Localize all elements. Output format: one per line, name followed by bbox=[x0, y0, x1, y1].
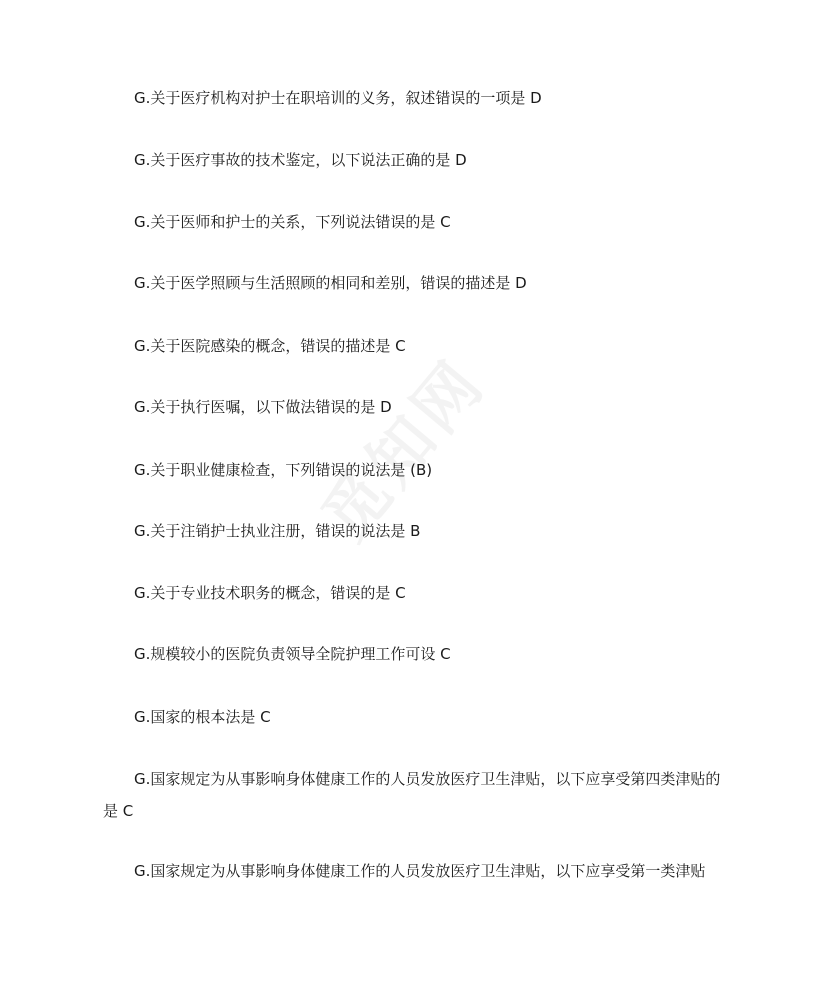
question-line-9: G.关于专业技术职务的概念，错误的是 C bbox=[134, 584, 406, 602]
question-line-7: G.关于职业健康检查，下列错误的说法是 (B) bbox=[134, 461, 433, 479]
question-line-2: G.关于医疗事故的技术鉴定，以下说法正确的是 D bbox=[134, 151, 467, 169]
question-line-11: G.国家的根本法是 C bbox=[134, 708, 271, 726]
question-line-8: G.关于注销护士执业注册，错误的说法是 B bbox=[134, 522, 421, 540]
question-line-3: G.关于医师和护士的关系，下列说法错误的是 C bbox=[134, 213, 451, 231]
question-line-10: G.规模较小的医院负责领导全院护理工作可设 C bbox=[134, 645, 451, 663]
question-line-1: G.关于医疗机构对护士在职培训的义务，叙述错误的一项是 D bbox=[134, 89, 542, 107]
question-line-13: G.国家规定为从事影响身体健康工作的人员发放医疗卫生津贴，以下应享受第一类津贴 bbox=[134, 862, 706, 880]
question-line-5: G.关于医院感染的概念，错误的描述是 C bbox=[134, 337, 406, 355]
question-line-12: G.国家规定为从事影响身体健康工作的人员发放医疗卫生津贴，以下应享受第四类津贴的是 C bbox=[103, 770, 721, 820]
question-line-6: G.关于执行医嘱，以下做法错误的是 D bbox=[134, 398, 392, 416]
question-line-4: G.关于医学照顾与生活照顾的相同和差别，错误的描述是 D bbox=[134, 274, 527, 292]
